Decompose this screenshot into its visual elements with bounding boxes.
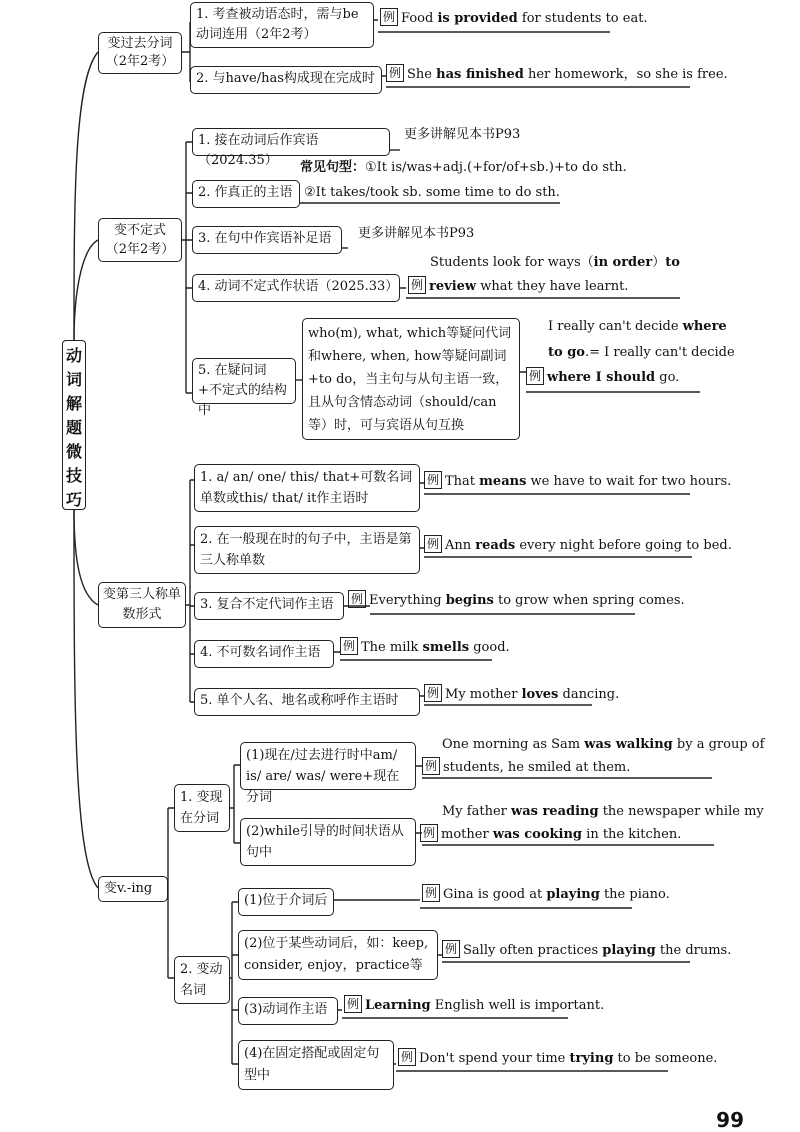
inf-note-3: 更多讲解见本书P93: [358, 226, 475, 241]
third-example-5: 例 My mother loves dancing.: [424, 684, 619, 705]
example-tag: 例: [420, 824, 438, 842]
example-tag: 例: [424, 684, 442, 702]
inf-pattern-2: ②It takes/took sb. some time to do sth.: [304, 185, 560, 200]
ving-example-2b: 例 Sally often practices playing the drums.: [442, 940, 731, 961]
third-item-2: 2. 在一般现在时的句子中，主语是第三人称单数: [194, 526, 420, 574]
ving-example-1a-line1: One morning as Sam was walking by a group of: [442, 737, 765, 752]
inf-example-4-line1: Students look for ways（in order）to: [430, 255, 680, 270]
root-title: 动 词 解 题 微 技 巧: [62, 340, 86, 510]
third-example-1: 例 That means we have to wait for two hours.: [424, 471, 731, 492]
example-tag: 例: [424, 471, 442, 489]
third-person-node: 变第三人称单数形式: [98, 582, 186, 628]
inf-example-5-line1: I really can't decide where: [548, 319, 727, 334]
ving-example-2d: 例 Don't spend your time trying to be someone.: [398, 1048, 717, 1069]
ving-sub-2b: (2)位于某些动词后，如：keep, consider, enjoy，practice等: [238, 930, 438, 980]
ving-present-participle: 1. 变现在分词: [174, 784, 230, 832]
example-tag: 例: [408, 276, 426, 294]
ving-sub-1b: (2)while引导的时间状语从句中: [240, 818, 416, 866]
third-item-5: 5. 单个人名、地名或称呼作主语时: [194, 688, 420, 716]
ving-gerund: 2. 变动名词: [174, 956, 230, 1004]
ving-example-1b-line2: 例 mother was cooking in the kitchen.: [420, 824, 681, 845]
page-number: 99: [716, 1108, 744, 1132]
inf-example-5-line3: 例 where I should go.: [526, 367, 679, 388]
past-example-1: 例 Food is provided for students to eat.: [380, 8, 648, 29]
ving-sub-2d: (4)在固定搭配或固定句型中: [238, 1040, 394, 1090]
past-item-1: 1. 考查被动语态时，需与be动词连用（2年2考）: [190, 2, 374, 48]
example-tag: 例: [442, 940, 460, 958]
example-tag: 例: [422, 757, 440, 775]
ving-sub-1a: (1)现在/过去进行时中am/ is/ are/ was/ were+现在分词: [240, 742, 416, 790]
inf-example-5-line2: to go.= I really can't decide: [548, 345, 735, 360]
example-tag: 例: [348, 590, 366, 608]
inf-example-4-line2: 例 review what they have learnt.: [408, 276, 628, 297]
past-item-2: 2. 与have/has构成现在完成时: [190, 66, 382, 94]
example-tag: 例: [340, 637, 358, 655]
inf-item-5-detail: who(m), what, which等疑问代词和where, when, how等疑问副词+to do，当主句与从句主语一致，且从句含情态动词（should/can等）时，可与宾语从句互换: [302, 318, 520, 440]
example-tag: 例: [422, 884, 440, 902]
third-example-2: 例 Ann reads every night before going to bed.: [424, 535, 732, 556]
ving-example-2c: 例 Learning English well is important.: [344, 995, 604, 1016]
past-example-2: 例 She has finished her homework，so she is free.: [386, 64, 728, 85]
third-item-4: 4. 不可数名词作主语: [194, 640, 334, 668]
example-tag: 例: [380, 8, 398, 26]
inf-item-2: 2. 作真正的主语: [192, 180, 300, 208]
third-example-4: 例 The milk smells good.: [340, 637, 510, 658]
example-tag: 例: [398, 1048, 416, 1066]
infinitive-node: 变不定式 （2年2考）: [98, 218, 182, 262]
example-tag: 例: [424, 535, 442, 553]
ving-example-1b-line1: My father was reading the newspaper while my: [442, 804, 764, 819]
ving-example-1a-line2: 例 students, he smiled at them.: [422, 757, 630, 778]
example-tag: 例: [526, 367, 544, 385]
third-example-3: 例 Everything begins to grow when spring comes.: [348, 590, 685, 611]
inf-item-4: 4. 动词不定式作状语（2025.33）: [192, 274, 400, 302]
ving-sub-2c: (3)动词作主语: [238, 997, 338, 1025]
inf-note-1: 更多讲解见本书P93: [404, 127, 521, 142]
ving-node: 变v.-ing: [98, 876, 168, 902]
ving-sub-2a: (1)位于介词后: [238, 888, 334, 916]
example-tag: 例: [344, 995, 362, 1013]
inf-item-5: 5. 在疑问词+不定式的结构中: [192, 358, 296, 404]
ving-example-2a: 例 Gina is good at playing the piano.: [422, 884, 670, 905]
inf-item-3: 3. 在句中作宾语补足语: [192, 226, 342, 254]
past-participle-node: 变过去分词 （2年2考）: [98, 32, 182, 74]
inf-item-1: 1. 接在动词后作宾语（2024.35）: [192, 128, 390, 156]
third-item-3: 3. 复合不定代词作主语: [194, 592, 344, 620]
inf-pattern-1: 常见句型：①It is/was+adj.(+for/of+sb.)+to do sth.: [300, 160, 627, 175]
third-item-1: 1. a/ an/ one/ this/ that+可数名词单数或this/ that/ it作主语时: [194, 464, 420, 512]
example-tag: 例: [386, 64, 404, 82]
